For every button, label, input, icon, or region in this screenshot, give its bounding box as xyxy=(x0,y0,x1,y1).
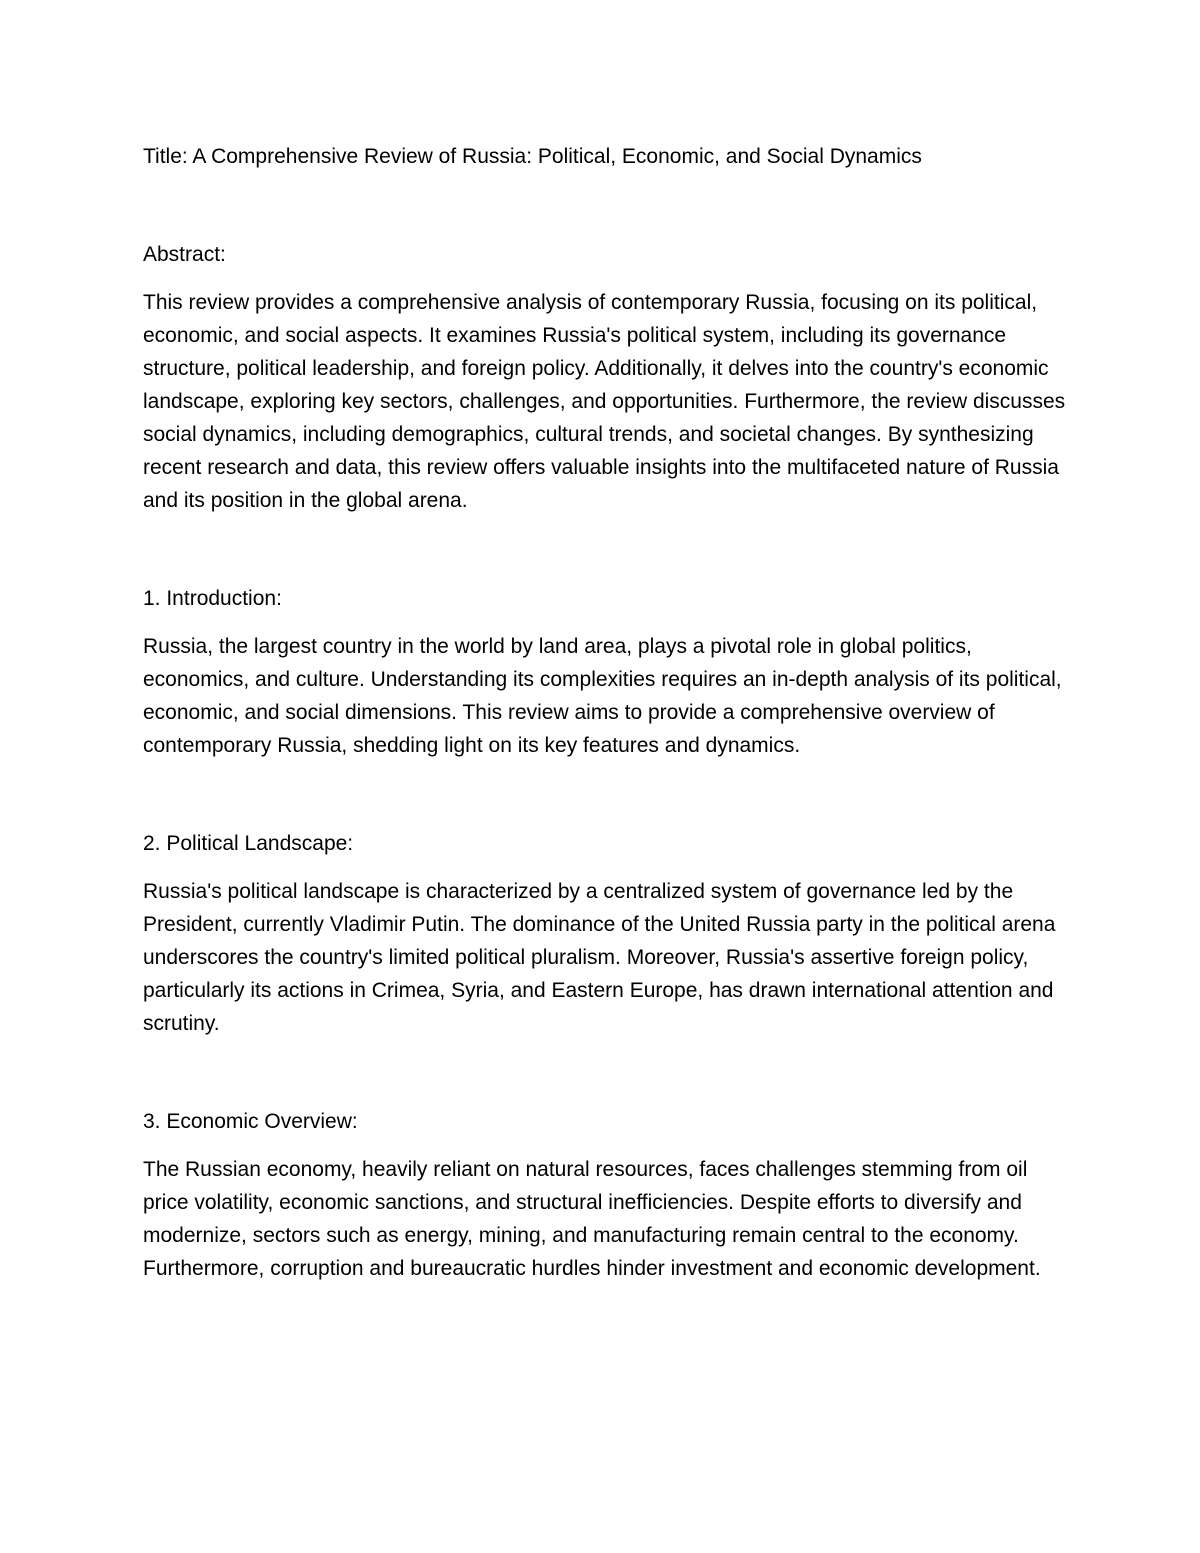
political-landscape-paragraph: Russia's political landscape is characterized by a centralized system of governance led by the President, currently Vladimir Putin. The dominance of the United Russia party in the political arena underscores the country's limited political pluralism. Moreover, Russia's assertive foreign policy, particularly its actions in Crimea, Syria, and Eastern Europe, has drawn international attention and scrutiny. xyxy=(143,880,1056,1035)
introduction-heading: 1. Introduction: xyxy=(143,587,282,610)
political-landscape-heading: 2. Political Landscape: xyxy=(143,832,354,855)
economic-overview-heading: 3. Economic Overview: xyxy=(143,1110,358,1133)
document-body xyxy=(143,140,1073,1285)
document-title: Title: A Comprehensive Review of Russia: Political, Economic, and Social Dynamics xyxy=(143,145,922,168)
introduction-paragraph: Russia, the largest country in the world by land area, plays a pivotal role in global politics, economics, and culture. Understanding its complexities requires an in-depth analysis of its political, economic, and social dimensions. This review aims to provide a comprehensive overview of contemporary Russia, shedding light on its key features and dynamics. xyxy=(143,635,1062,757)
abstract-heading: Abstract: xyxy=(143,243,226,266)
abstract-paragraph: This review provides a comprehensive analysis of contemporary Russia, focusing on its political, economic, and social aspects. It examines Russia's political system, including its governance structure, political leadership, and foreign policy. Additionally, it delves into the country's economic landscape, exploring key sectors, challenges, and opportunities. Furthermore, the review discusses social dynamics, including demographics, cultural trends, and societal changes. By synthesizing recent research and data, this review offers valuable insights into the multifaceted nature of Russia and its position in the global arena. xyxy=(143,291,1066,512)
economic-overview-paragraph: The Russian economy, heavily reliant on natural resources, faces challenges stemming from oil price volatility, economic sanctions, and structural inefficiencies. Despite efforts to diversify and modernize, sectors such as energy, mining, and manufacturing remain central to the economy. Furthermore, corruption and bureaucratic hurdles hinder investment and economic development. xyxy=(143,1158,1041,1280)
